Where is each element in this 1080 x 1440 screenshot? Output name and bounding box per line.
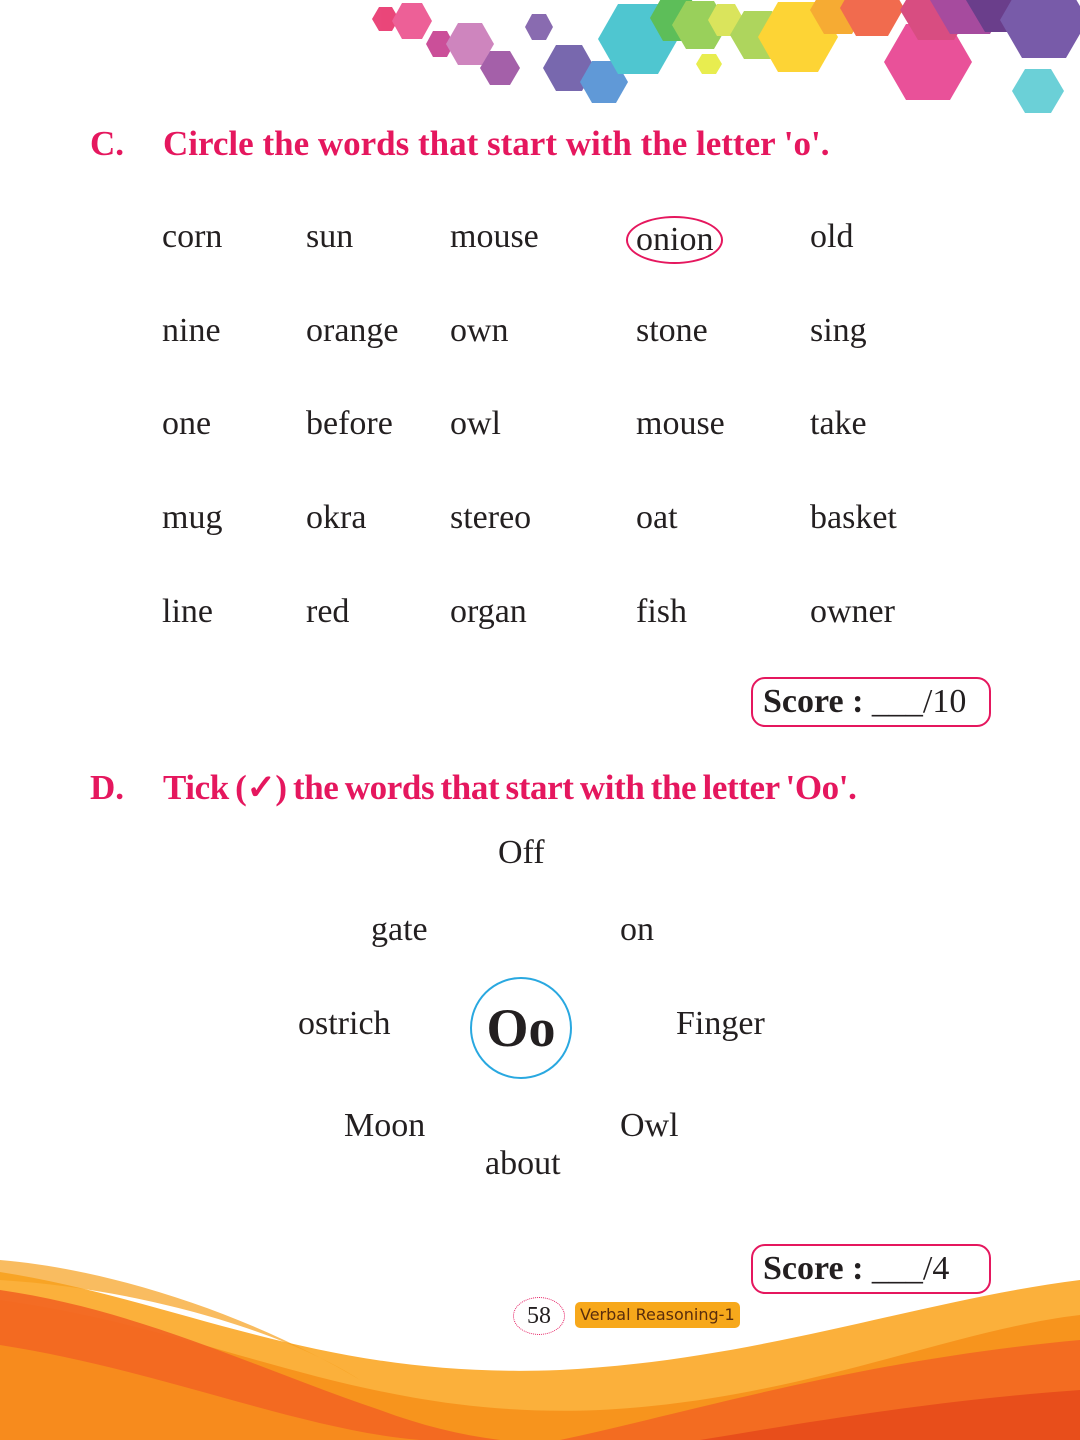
section-letter: D.	[90, 768, 125, 807]
score-blank[interactable]: ___/4	[871, 1250, 950, 1287]
word-option[interactable]: line	[162, 593, 213, 630]
word-option[interactable]: owl	[450, 405, 501, 442]
hexagon-decoration	[0, 0, 1080, 130]
word-option[interactable]: own	[450, 312, 509, 349]
word-option[interactable]: oat	[636, 499, 678, 536]
section-instruction: Circle the words that start with the letter 'o'.	[163, 124, 830, 163]
word-option[interactable]: take	[810, 405, 867, 442]
word-option[interactable]: corn	[162, 218, 223, 255]
score-label: Score :	[763, 683, 864, 720]
word-option[interactable]: basket	[810, 499, 897, 536]
word-option[interactable]: one	[162, 405, 212, 442]
word-option-circled-example[interactable]: onion	[626, 216, 723, 264]
section-letter: C.	[90, 124, 125, 163]
word-option[interactable]: about	[485, 1145, 561, 1182]
word-option[interactable]: Moon	[344, 1107, 426, 1144]
word-option[interactable]: ostrich	[298, 1005, 391, 1042]
word-option[interactable]: fish	[636, 593, 687, 630]
word-option[interactable]: on	[620, 911, 654, 948]
word-option[interactable]: mouse	[636, 405, 725, 442]
word-option[interactable]: mug	[162, 499, 223, 536]
score-box-c	[751, 677, 991, 727]
word-option[interactable]: stone	[636, 312, 708, 349]
word-option[interactable]: before	[306, 405, 393, 442]
word-option[interactable]: nine	[162, 312, 221, 349]
word-option[interactable]: owner	[810, 593, 895, 630]
word-option[interactable]: sun	[306, 218, 354, 255]
word-option[interactable]: stereo	[450, 499, 532, 536]
word-option[interactable]: Owl	[620, 1107, 679, 1144]
word-option[interactable]: red	[306, 593, 350, 630]
word-option[interactable]: sing	[810, 312, 867, 349]
word-option[interactable]: old	[810, 218, 854, 255]
score-label: Score :	[763, 1250, 864, 1287]
word-option[interactable]: mouse	[450, 218, 539, 255]
page-number: 58	[513, 1297, 565, 1335]
word-option[interactable]: okra	[306, 499, 367, 536]
word-option[interactable]: orange	[306, 312, 399, 349]
score-box-d	[751, 1244, 991, 1294]
book-title-tag: Verbal Reasoning-1	[575, 1302, 740, 1328]
word-option[interactable]: organ	[450, 593, 527, 630]
word-option[interactable]: gate	[371, 911, 428, 948]
center-letter-circle: Oo	[470, 977, 572, 1079]
score-blank[interactable]: ___/10	[871, 683, 967, 720]
word-option[interactable]: Finger	[676, 1005, 765, 1042]
section-instruction: Tick (✓) the words that start with the letter 'Oo'.	[163, 768, 857, 807]
word-option[interactable]: Off	[498, 834, 545, 871]
